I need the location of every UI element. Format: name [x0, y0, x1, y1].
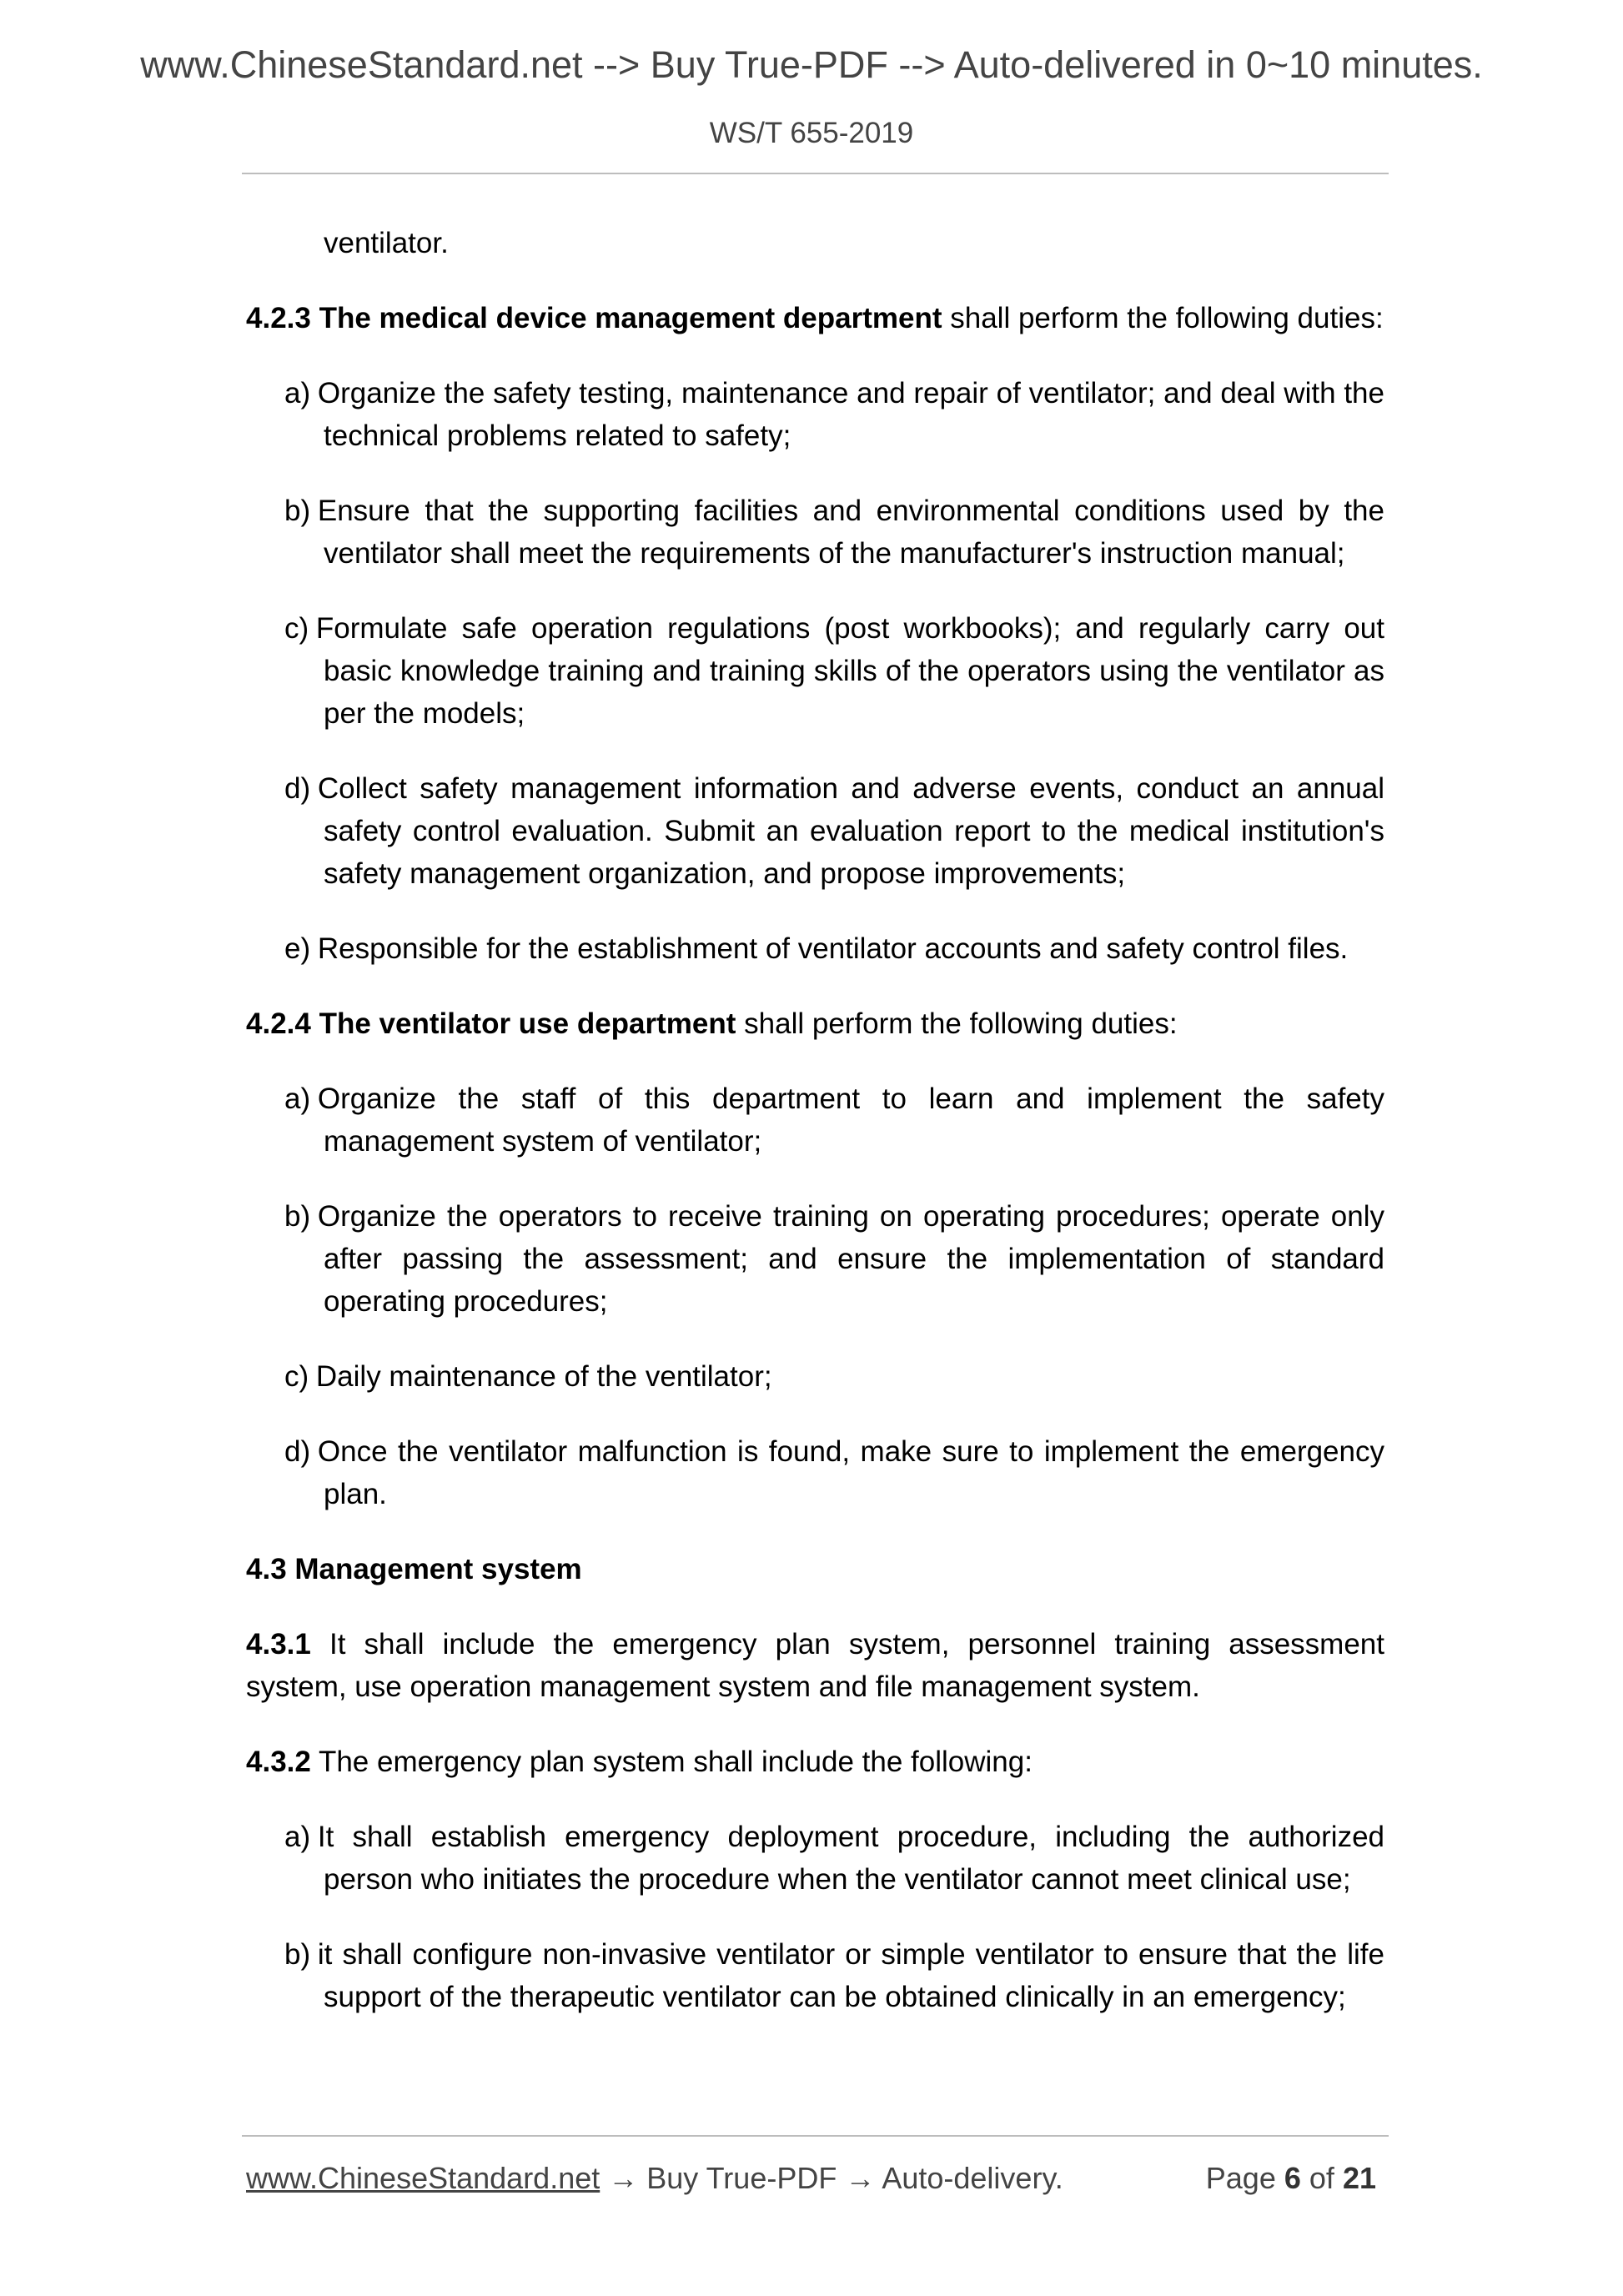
clause-4-3-1 — [246, 1623, 1384, 1708]
list-marker: b) — [284, 1200, 311, 1233]
footer-site-link[interactable]: www.ChineseStandard.net — [246, 2161, 600, 2195]
continued-text: ventilator. — [324, 227, 449, 259]
clause-4-2-4-item-a — [246, 1078, 1384, 1163]
list-marker: a) — [284, 1821, 311, 1853]
page-footer — [246, 2161, 1376, 2203]
section-heading-text: 4.3 Management system — [246, 1553, 582, 1585]
clause-4-2-3-item-a — [246, 372, 1384, 457]
clause-4-2-4-text: shall perform the following duties: — [744, 1007, 1178, 1040]
list-marker: b) — [284, 495, 311, 527]
clause-4-2-3-item-d — [246, 767, 1384, 895]
list-marker: e) — [284, 932, 311, 965]
list-item-text: Organize the operators to receive training on operating procedures; operate only after passing the assessment; and ensure the implementation of standard operating procedures; — [317, 1200, 1384, 1318]
list-marker: a) — [284, 1083, 311, 1115]
list-item-text: Responsible for the establishment of ventilator accounts and safety control files. — [317, 932, 1349, 965]
document-body — [246, 222, 1384, 2051]
clause-4-3-2-text: The emergency plan system shall include the following: — [318, 1746, 1033, 1778]
clause-4-2-4-title: The ventilator use department — [319, 1007, 736, 1040]
current-page: 6 — [1284, 2161, 1301, 2195]
clause-4-2-3-item-c — [246, 607, 1384, 735]
page-label: Page — [1205, 2161, 1276, 2195]
clause-4-2-3 — [246, 297, 1384, 339]
footer-tagline: → Buy True-PDF → Auto-delivery. — [608, 2161, 1063, 2195]
list-item-text: Daily maintenance of the ventilator; — [315, 1360, 772, 1393]
list-marker: d) — [284, 1435, 311, 1468]
list-item-text: it shall configure non-invasive ventilator or simple ventilator to ensure that the life support of the therapeutic ventilator can be obtained clinically in an emergency; — [317, 1938, 1384, 2013]
clause-4-2-4-number: 4.2.4 — [246, 1007, 311, 1040]
list-marker: d) — [284, 772, 311, 805]
section-4-3-heading — [246, 1548, 1384, 1590]
clause-4-2-4 — [246, 1002, 1384, 1045]
total-pages: 21 — [1342, 2161, 1376, 2195]
clause-4-3-2-number: 4.3.2 — [246, 1746, 311, 1778]
list-marker: a) — [284, 377, 311, 409]
footer-divider — [242, 2135, 1389, 2137]
clause-4-2-4-item-d — [246, 1430, 1384, 1515]
clause-4-3-2-item-b — [246, 1933, 1384, 2018]
header-banner: www.ChineseStandard.net --> Buy True-PDF --> Auto-delivered in 0~10 minutes. — [140, 43, 1483, 86]
clause-4-3-2 — [246, 1741, 1384, 1783]
clause-4-2-3-item-b — [246, 490, 1384, 575]
list-item-text: It shall establish emergency deployment procedure, including the authorized person who initiates the procedure when the ventilator cannot meet clinical use; — [317, 1821, 1384, 1896]
footer-promo — [246, 2161, 1063, 2196]
clause-4-2-3-title: The medical device management department — [319, 302, 942, 334]
header-divider — [242, 173, 1389, 174]
list-marker: b) — [284, 1938, 311, 1971]
list-marker: c) — [284, 1360, 309, 1393]
clause-4-2-4-item-b — [246, 1195, 1384, 1323]
clause-4-2-4-item-c — [246, 1355, 1384, 1398]
clause-4-2-3-text: shall perform the following duties: — [950, 302, 1384, 334]
clause-4-2-3-item-e — [246, 927, 1384, 970]
clause-4-2-3-number: 4.2.3 — [246, 302, 311, 334]
list-item-text: Organize the staff of this department to learn and implement the safety management system of ventilator; — [317, 1083, 1384, 1158]
clause-4-3-1-number: 4.3.1 — [246, 1628, 311, 1660]
page-number — [1206, 2161, 1376, 2196]
list-item-text: Organize the safety testing, maintenance and repair of ventilator; and deal with the technical problems related to safety; — [317, 377, 1384, 452]
list-item-text: Formulate safe operation regulations (post workbooks); and regularly carry out basic knowledge training and training skills of the operators using the ventilator as per the models; — [315, 612, 1384, 730]
clause-4-3-1-text: It shall include the emergency plan system, personnel training assessment system, use operation management system and file management system. — [246, 1628, 1384, 1703]
list-item-text: Collect safety management information and adverse events, conduct an annual safety control evaluation. Submit an evaluation report to the medical institution's safety management organization, and propose improvements; — [317, 772, 1384, 890]
of-label: of — [1309, 2161, 1334, 2195]
list-item-text: Once the ventilator malfunction is found, make sure to implement the emergency plan. — [317, 1435, 1384, 1510]
list-item-text: Ensure that the supporting facilities and environmental conditions used by the ventilator shall meet the requirements of the manufacturer's instruction manual; — [317, 495, 1384, 570]
list-marker: c) — [284, 612, 309, 645]
standard-code: WS/T 655-2019 — [709, 117, 914, 149]
clause-4-3-2-item-a — [246, 1816, 1384, 1901]
